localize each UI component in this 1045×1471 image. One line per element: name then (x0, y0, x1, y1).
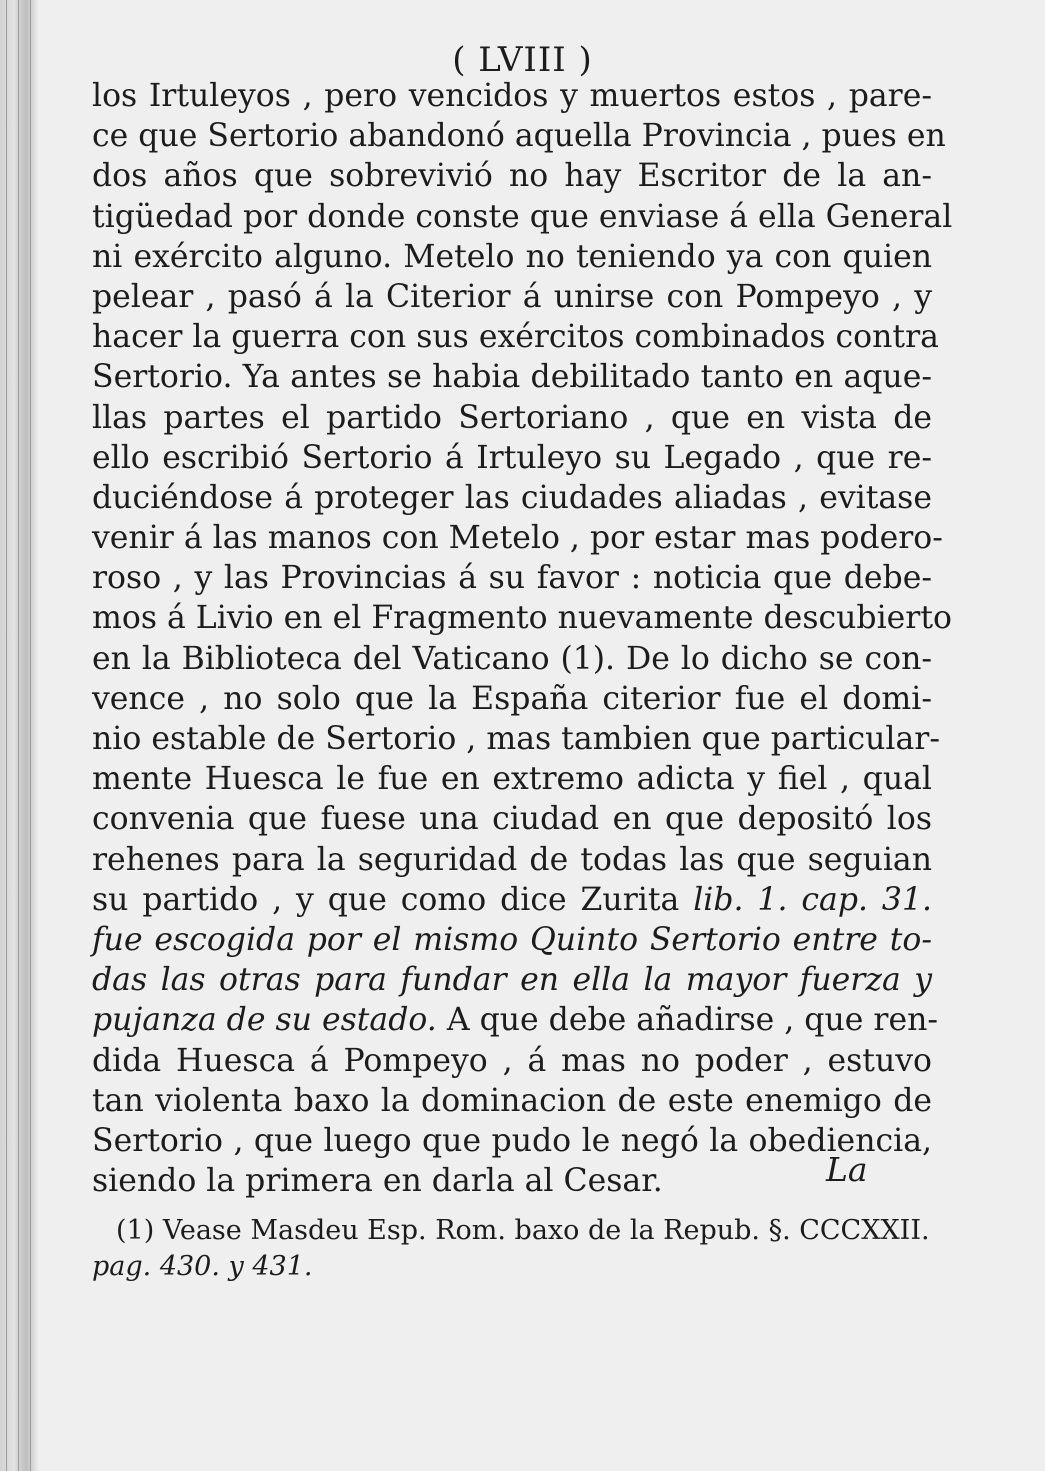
body-text (92, 76, 953, 1201)
text-line: ni exército alguno. Metelo no teniendo ya con quien (92, 238, 932, 275)
page-edge-line (6, 0, 7, 1471)
text-line: convenia que fuese una ciudad en que depositó los (92, 801, 932, 838)
text-line: los Irtuleyos , pero vencidos y muertos estos , pare- (92, 78, 932, 114)
text-line: ello escribió Sertorio á Irtuleyo su Legado , que re- (92, 439, 932, 476)
mixed-text-line (92, 1000, 939, 1040)
footnote-line: (1) Vease Masdeu Esp. Rom. baxo de la Repub. §. CCCXXII. (116, 1215, 930, 1246)
text-line: siendo la primera en darla al Cesar. (92, 1163, 663, 1200)
text-line: tigüedad por donde conste que enviase á ella General (92, 198, 953, 235)
text-line: venir á las manos con Metelo , por estar mas podero- (92, 520, 943, 557)
text-line: roso , y las Provincias á su favor : noticia que debe- (92, 560, 932, 597)
footnote-line (92, 1249, 912, 1285)
catchword: La (826, 1150, 868, 1189)
quote-text: fue escogida por el mismo Quinto Sertorio entre to- (92, 921, 932, 958)
italic-quote-line (92, 920, 932, 960)
text-segment: A que debe añadirse , que ren- (446, 1002, 939, 1039)
text-line: vence , no solo que la España citerior fue el domi- (92, 680, 932, 717)
text-line: Sertorio , que luego que pudo le negó la obediencia, (92, 1122, 932, 1159)
footnote (92, 1213, 930, 1285)
text-line: llas partes el partido Sertoriano , que en vista de (92, 399, 932, 436)
quote-text: pujanza de su estado. (92, 1002, 437, 1039)
text-line-with-citation (92, 880, 932, 920)
footnote-page-ref: pag. 430. y 431. (92, 1251, 313, 1282)
italic-quote-line (92, 960, 932, 1000)
page-number-header: ( LVIII ) (452, 40, 593, 80)
text-line: tan violenta baxo la dominacion de este enemigo de (92, 1082, 932, 1119)
text-line: ce que Sertorio abandonó aquella Provincia , pues en (92, 118, 946, 155)
text-line: mos á Livio en el Fragmento nuevamente descubierto (92, 600, 952, 637)
text-line: hacer la guerra con sus exércitos combinados contra (92, 319, 939, 356)
quote-text: das las otras para fundar en ella la mayor fuerza y (92, 962, 932, 999)
citation-reference: lib. 1. cap. 31. (693, 881, 932, 918)
page-edge-line (30, 0, 31, 1471)
text-line: en la Biblioteca del Vaticano (1). De lo dicho se con- (92, 640, 932, 677)
text-line: pelear , pasó á la Citerior á unirse con Pompeyo , y (92, 278, 932, 315)
text-line: mente Huesca le fue en extremo adicta y fiel , qual (92, 761, 932, 798)
text-line: nio estable de Sertorio , mas tambien que particular- (92, 721, 940, 757)
text-line: dos años que sobrevivió no hay Escritor de la an- (92, 158, 932, 195)
text-line: rehenes para la seguridad de todas las que seguian (92, 841, 932, 878)
text-line: duciéndose á proteger las ciudades aliadas , evitase (92, 479, 932, 516)
text-line: Sertorio. Ya antes se habia debilitado tanto en aque- (92, 359, 932, 396)
text-line: dida Huesca á Pompeyo , á mas no poder , estuvo (92, 1042, 932, 1079)
page-edge-line (18, 0, 19, 1471)
text-segment: su partido , y que como dice Zurita (92, 881, 680, 918)
